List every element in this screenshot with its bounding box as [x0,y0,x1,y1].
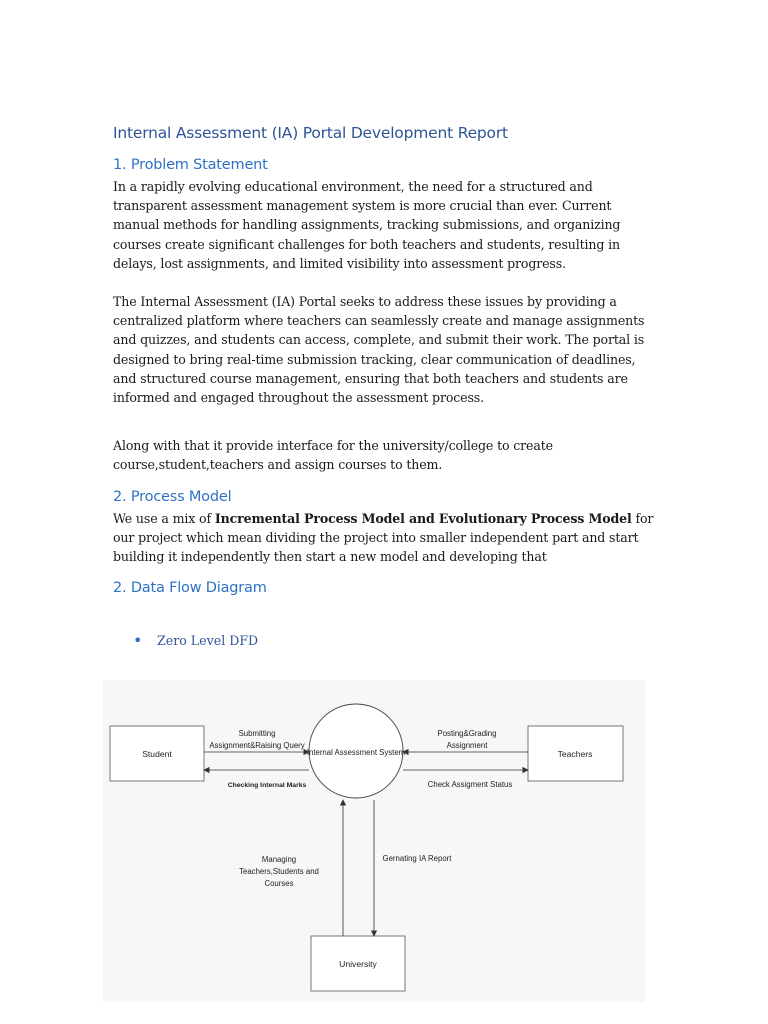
process-intro: We use a mix of [113,510,215,526]
managing-label-3: Courses [264,879,294,888]
bullet-icon: • [133,631,143,651]
posting-label-1: Posting&Grading [437,729,497,738]
process-model-paragraph [113,509,658,567]
problem-statement-heading: 1. Problem Statement [113,157,268,173]
managing-label-1: Managing [261,855,297,864]
submitting-label-2: Assignment&Raising Query [209,741,305,750]
data-flow-diagram-heading: 2. Data Flow Diagram [113,580,267,597]
check-status-label: Check Assigment Status [427,780,513,789]
bullet-label: Zero Level DFD [157,633,259,649]
checking-marks-label: Checking Internal Marks [227,782,307,789]
problem-paragraph-2: The Internal Assessment (IA) Portal seeks to address these issues by providing a centralized platform where teachers can seamlessly create and manage assignments and quizzes, and students can access, complete, and submit their work. The portal is designed to bring real-time submission tracking, clear communication of deadlines, and structured course management, ensuring that both teachers and students are informed and engaged throughout the assessment process. [113,294,645,406]
process-label: Internal Assessment System [306,748,406,757]
process-model-names: Incremental Process Model and Evolutionary Process Model [214,510,632,526]
teachers-label: Teachers [557,749,593,759]
generating-label: Gernating IA Report [382,854,452,863]
document-title: Internal Assessment (IA) Portal Development Report [113,124,508,142]
process-rest: for our project which mean dividing the project into smaller independent part and start building it independently then start a new model and developing that [113,510,654,565]
university-label: University [339,959,377,969]
document-page [113,124,658,650]
dfd-svg [103,680,645,1002]
submitting-label-1: Submitting [238,729,276,738]
managing-label-2: Teachers,Students and [239,867,319,876]
bullet-item [133,631,658,650]
problem-paragraph-1: In a rapidly evolving educational environment, the need for a structured and transparent assessment management system is more crucial than ever. Current manual methods for handling assignments, tracking submissions, and organizing courses create significant challenges for both teachers and students, resulting in delays, lost assignments, and limited visibility into assessment progress. [113,179,621,271]
dfd-diagram [103,680,645,1002]
problem-paragraph-3: Along with that it provide interface for the university/college to create course,student,teachers and assign courses to them. [113,438,553,473]
posting-label-2: Assignment [446,741,488,750]
process-model-heading: 2. Process Model [113,488,232,505]
student-label: Student [142,749,172,759]
